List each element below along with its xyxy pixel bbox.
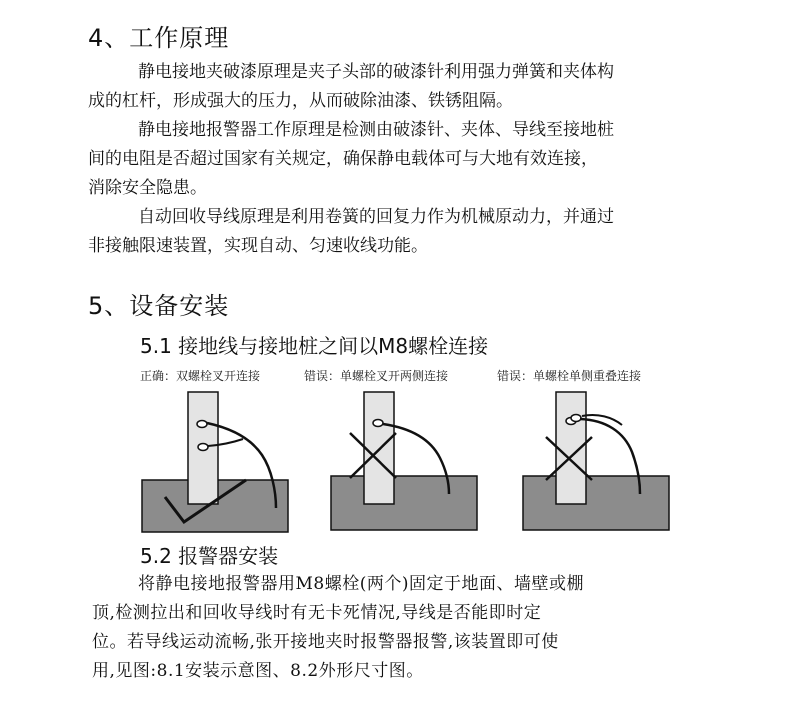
- body-line-3: 位。若导线运动流畅,张开接地夹时报警器报警,该装置即可使: [92, 632, 559, 652]
- paragraph-2-line-2: 间的电阻是否超过国家有关规定，确保静电载体可与大地有效连接，: [88, 149, 598, 169]
- subsection-5-1-heading: 5.1 接地线与接地桩之间以M8螺栓连接: [140, 334, 489, 358]
- paragraph-2-line-1: 静电接地报警器工作原理是检测由破漆针、夹体、导线至接地桩: [138, 120, 614, 140]
- section-5-2-body: [92, 570, 584, 686]
- installation-diagram: [0, 385, 800, 540]
- figure-wrong-1: [331, 392, 477, 530]
- section-4-body: [88, 58, 614, 261]
- paragraph-3-line-1: 自动回收导线原理是利用卷簧的回复力作为机械原动力，并通过: [138, 207, 614, 227]
- body-line-4: 用,见图:8.1安装示意图、8.2外形尺寸图。: [92, 661, 424, 681]
- figure-wrong-2: [523, 392, 669, 530]
- paragraph-3-line-2: 非接触限速装置，实现自动、匀速收线功能。: [88, 236, 428, 256]
- caption-correct: 正确：双螺栓叉开连接: [140, 369, 261, 383]
- section-5-heading: 5、设备安装: [88, 292, 230, 320]
- subsection-5-2-heading: 5.2 报警器安装: [140, 544, 279, 568]
- caption-wrong-2: 错误：单螺栓单侧重叠连接: [497, 369, 642, 383]
- bolt: [373, 420, 383, 427]
- section-4-heading: 4、工作原理: [88, 24, 230, 52]
- figure-correct: [142, 392, 288, 532]
- ground-block: [331, 476, 477, 530]
- body-line-1: 将静电接地报警器用M8螺栓(两个)固定于地面、墙壁或棚: [138, 574, 584, 594]
- paragraph-1-line-2: 成的杠杆，形成强大的压力，从而破除油漆、铁锈阻隔。: [88, 91, 513, 111]
- paragraph-2-line-3: 消除安全隐患。: [88, 178, 207, 198]
- paragraph-1-line-1: 静电接地夹破漆原理是夹子头部的破漆针利用强力弹簧和夹体构: [138, 62, 614, 82]
- body-line-2: 顶,检测拉出和回收导线时有无卡死情况,导线是否能即时定: [92, 603, 542, 623]
- ground-block: [523, 476, 669, 530]
- caption-wrong-1: 错误：单螺栓叉开两侧连接: [304, 369, 449, 383]
